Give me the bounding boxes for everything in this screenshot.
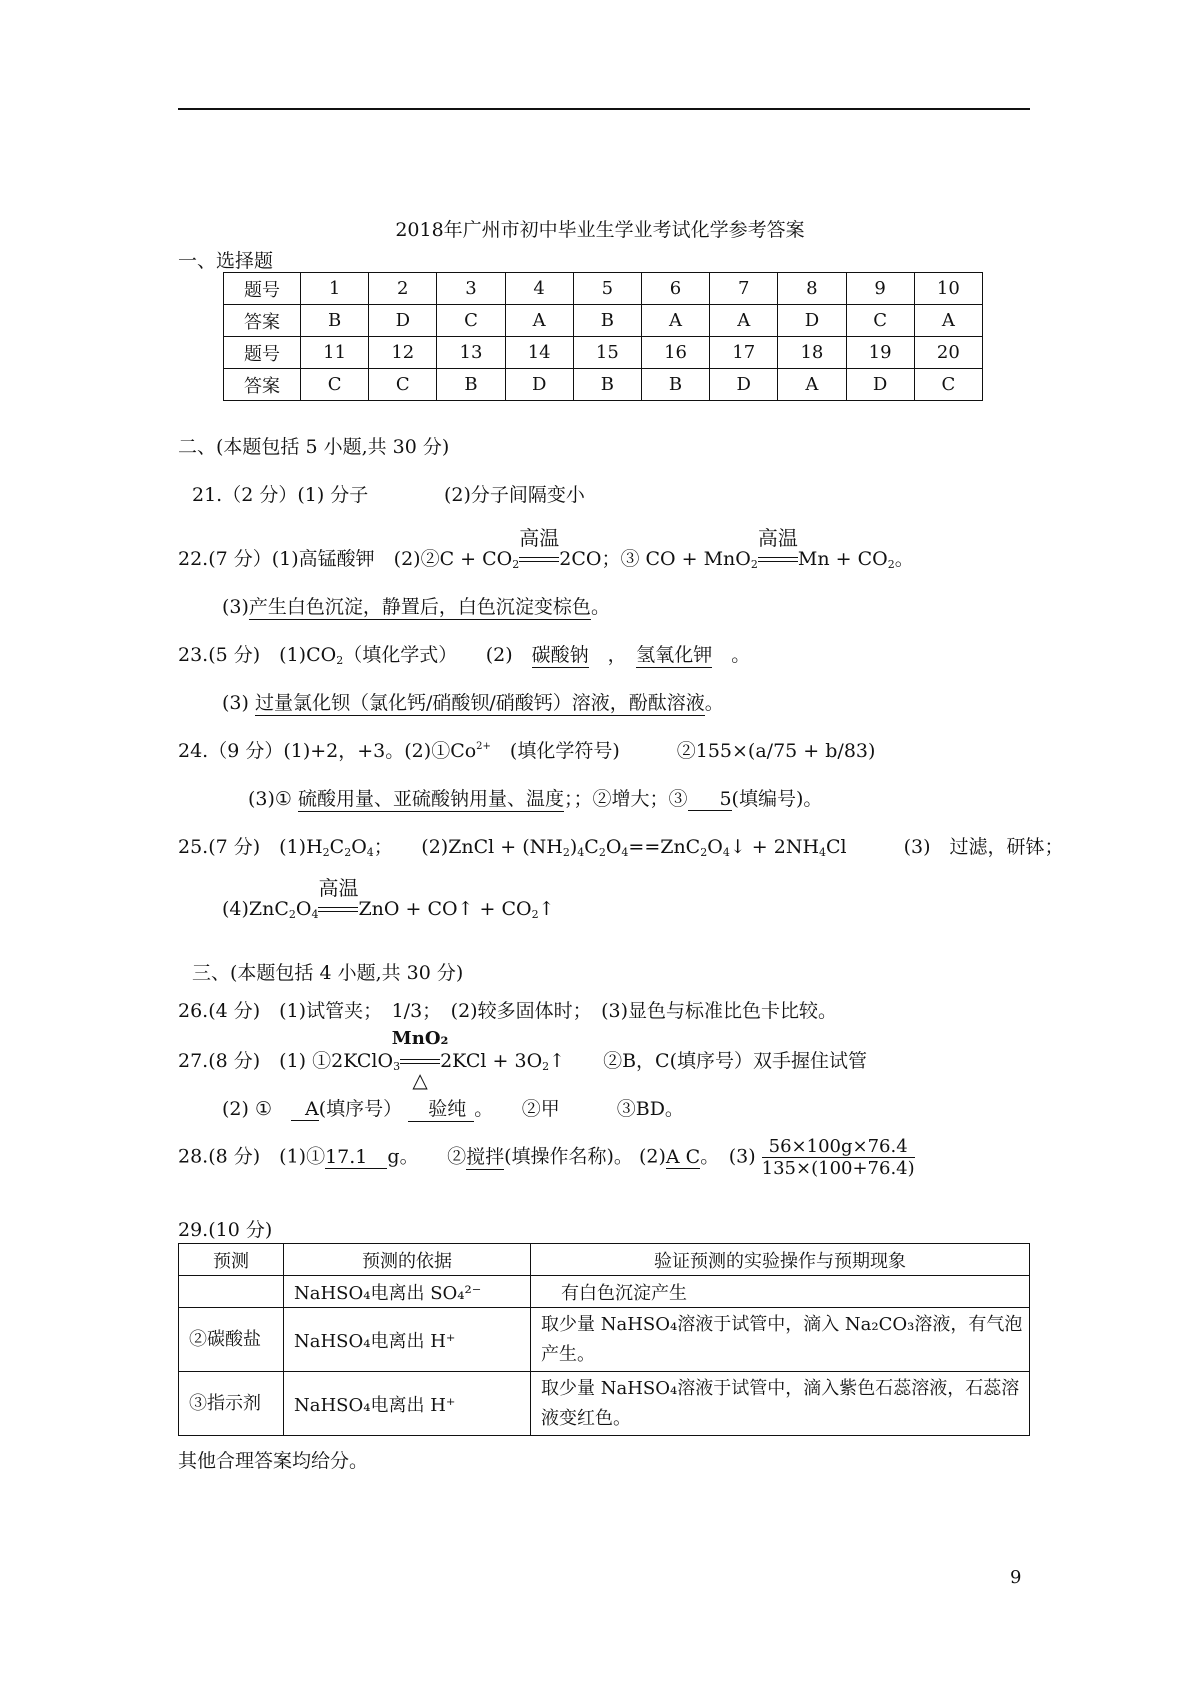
answer-table-cell: 2 [369, 273, 437, 305]
answer-table-cell: 6 [641, 273, 709, 305]
q21-part1: 21.（2 分）(1) 分子 [192, 484, 369, 506]
answer-table-cell: C [437, 305, 505, 337]
answer-table-row [224, 273, 983, 305]
answer-table-cell: A [914, 305, 982, 337]
answer-table-cell: 13 [437, 337, 505, 369]
q29-header-pred: 预测 [179, 1244, 284, 1276]
section1-heading: 一、选择题 [178, 250, 274, 272]
answer-table-cell: 5 [573, 273, 641, 305]
answer-table-cell: C [914, 369, 982, 401]
q29-row3-pred: ③指示剂 [179, 1372, 284, 1436]
answer-table-cell: A [778, 369, 846, 401]
answer-table [223, 272, 983, 401]
page-title: 2018年广州市初中毕业生学业考试化学参考答案 [395, 219, 805, 241]
header-rule [178, 108, 1030, 110]
answer-table-cell: C [846, 305, 914, 337]
q29-header-exp: 验证预测的实验操作与预期现象 [531, 1244, 1030, 1276]
answer-table-label: 题号 [224, 337, 301, 369]
page-number: 9 [1010, 1567, 1022, 1588]
q29-row1-exp: 有白色沉淀产生 [531, 1276, 1030, 1308]
q25-line1: 25.(7 分) $(1)H_2C_2O_4$； (2)ZnCl + $(NH_2)_4C_2O_4==ZnC_2O_4↓ + 2NH_4Cl$ (3) 过滤，研钵； [178, 836, 1064, 859]
answer-table-cell: D [778, 305, 846, 337]
q26: 26.(4 分) (1)试管夹； 1/3； (2)较多固体时； (3)显色与标准比色卡比较。 [178, 1000, 837, 1022]
answer-table-cell: B [573, 369, 641, 401]
q29-row2-exp: 取少量 NaHSO₄溶液于试管中，滴入 Na₂CO₃溶液，有气泡产生。 [531, 1308, 1030, 1372]
answer-table-cell: D [505, 369, 573, 401]
answer-table-cell: B [301, 305, 369, 337]
answer-table-cell: 15 [573, 337, 641, 369]
answer-table-cell: D [369, 305, 437, 337]
answer-table-cell: 7 [710, 273, 778, 305]
q29-table [178, 1243, 1030, 1436]
q29-header-basis: 预测的依据 [284, 1244, 531, 1276]
q22-line2: (3)产生白色沉淀，静置后，白色沉淀变棕色。 [222, 592, 610, 620]
answer-table-cell: 12 [369, 337, 437, 369]
q28-fraction: $\frac{56\times 100g\times 76.4}{135\times(100+76.4)}$ [761, 1136, 915, 1179]
answer-table-cell: 20 [914, 337, 982, 369]
q29-row1-pred [179, 1276, 284, 1308]
answer-table-cell: 18 [778, 337, 846, 369]
q29-row1-basis: NaHSO₄电离出 SO₄²⁻ [284, 1276, 531, 1308]
answer-table-row [224, 369, 983, 401]
answer-table-row [224, 337, 983, 369]
section3-heading: 三、(本题包括 4 小题,共 30 分) [192, 962, 464, 984]
answer-table-cell: 4 [505, 273, 573, 305]
answer-table-cell: A [505, 305, 573, 337]
q25-line2: $(4)ZnC_2O_4$ 高温 ZnO + CO↑ + $CO_2↑$ [222, 876, 555, 921]
q21-part2: (2)分子间隔变小 [444, 484, 585, 506]
q24-line1: 24.（9 分）(1)+2，+3。$(2)①Co^{2+}$ (填化学符号) ②155×(a/75 + b/83) [178, 740, 876, 762]
q23-line1: 23.(5 分) $(1)CO_2$（填化学式） (2) 碳酸钠 ， 氢氧化钾 。 [178, 640, 750, 668]
answer-table-label: 答案 [224, 305, 301, 337]
q24-line2: (3)① 硫酸用量、亚硫酸钠用量、温度；；②增大；③ 5(填编号)。 [248, 784, 822, 812]
answer-table-cell: 9 [846, 273, 914, 305]
answer-table-cell: A [641, 305, 709, 337]
q29-row3-exp: 取少量 NaHSO₄溶液于试管中，滴入紫色石蕊溶液，石蕊溶液变红色。 [531, 1372, 1030, 1436]
answer-table-cell: 3 [437, 273, 505, 305]
answer-table-row [224, 305, 983, 337]
answer-table-cell: 19 [846, 337, 914, 369]
answer-table-cell: B [573, 305, 641, 337]
q29-row2-basis: NaHSO₄电离出 H⁺ [284, 1308, 531, 1372]
answer-table-cell: D [846, 369, 914, 401]
answer-table-cell: A [710, 305, 778, 337]
q22-line1: 22.(7 分）(1)高锰酸钾 (2)②C + $CO_2$ 高温 2CO；③ CO + MnO$_2$ 高温 $Mn + CO_2$。 [178, 526, 914, 571]
section2-heading: 二、(本题包括 5 小题,共 30 分) [178, 436, 450, 458]
answer-table-cell: D [710, 369, 778, 401]
q23-line2: (3) 过量氯化钡（氯化钙/硝酸钡/硝酸钙）溶液，酚酞溶液。 [222, 688, 724, 716]
answer-table-cell: 14 [505, 337, 573, 369]
q29-row3-basis: NaHSO₄电离出 H⁺ [284, 1372, 531, 1436]
answer-table-cell: B [641, 369, 709, 401]
answer-table-cell: 11 [301, 337, 369, 369]
answer-table-cell: B [437, 369, 505, 401]
q29-footer: 其他合理答案均给分。 [178, 1450, 369, 1472]
answer-table-label: 答案 [224, 369, 301, 401]
q28: 28.(8 分) (1)①17.1 g。 ②搅拌(填操作名称)。 (2)A C。 (3) $\frac{56\times 100g\times 76.4}{135\times(100+76.4)}$ [178, 1136, 915, 1179]
answer-table-cell: 8 [778, 273, 846, 305]
q29-row2-pred: ②碳酸盐 [179, 1308, 284, 1372]
answer-table-cell: C [369, 369, 437, 401]
q27-line1: 27.(8 分) (1) ①2KClO$_3$ MnO₂ △ $2KCl + 3O_2↑$ ②B，C(填序号）双手握住试管 [178, 1028, 867, 1092]
q29-heading: 29.(10 分) [178, 1219, 273, 1241]
q27-line2: (2) ① A(填序号） 验纯 。 ②甲 ③BD。 [222, 1094, 684, 1122]
answer-table-label: 题号 [224, 273, 301, 305]
answer-table-cell: 17 [710, 337, 778, 369]
answer-table-cell: 16 [641, 337, 709, 369]
answer-table-cell: 1 [301, 273, 369, 305]
answer-table-cell: 10 [914, 273, 982, 305]
answer-table-cell: C [301, 369, 369, 401]
